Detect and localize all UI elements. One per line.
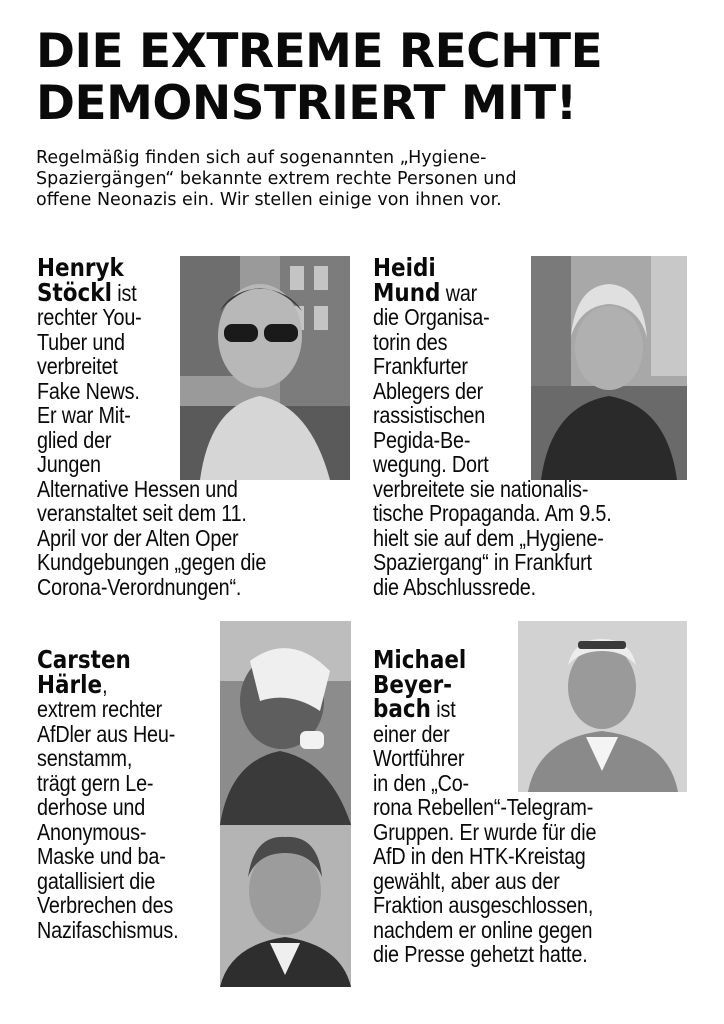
text-line xyxy=(37,575,266,600)
text-line xyxy=(37,722,178,747)
description-text: Spaziergang“ in Frankfurt xyxy=(373,549,592,575)
text-line xyxy=(37,428,266,453)
description-text: rona Rebellen“-Telegram- xyxy=(373,794,594,820)
description-text: hielt sie auf dem „Hygiene- xyxy=(373,524,604,551)
description-text: verbreitet xyxy=(37,353,118,379)
text-line xyxy=(37,697,178,722)
text-line xyxy=(373,820,596,845)
text-line xyxy=(373,354,612,379)
person-carsten-haerle xyxy=(37,645,179,943)
text-line xyxy=(37,354,266,379)
text-line xyxy=(37,893,178,918)
description-text: Verbrechen des xyxy=(37,892,174,918)
description-text: nachdem er online gegen xyxy=(373,916,593,943)
text-line xyxy=(373,526,612,551)
description-text: Kundgebungen „gegen die xyxy=(37,549,267,575)
description-text: veranstaltet seit dem 11. xyxy=(37,500,247,526)
description-text: ist xyxy=(430,696,456,722)
text-line xyxy=(373,918,596,943)
description-text: April vor der Alten Oper xyxy=(37,524,239,551)
description-text: AfDler aus Heu- xyxy=(37,720,176,747)
description-text: Corona-Verordnungen“. xyxy=(37,573,242,600)
text-line xyxy=(37,795,178,820)
person-name: Härle xyxy=(37,669,103,699)
person-name: Heidi xyxy=(373,253,436,282)
text-line xyxy=(37,771,178,796)
person-henryk-stoeckl xyxy=(37,253,267,600)
description-text: wegung. Dort xyxy=(373,451,489,477)
text-line xyxy=(37,526,266,551)
description-text: Er war Mit- xyxy=(37,402,131,428)
description-text: trägt gern Le- xyxy=(37,769,154,796)
text-line xyxy=(373,428,612,453)
description-text: glied der xyxy=(37,426,112,453)
description-text: Jungen xyxy=(37,451,101,477)
text-line xyxy=(373,305,612,330)
text-line xyxy=(373,330,612,355)
text-line xyxy=(37,477,266,502)
text-line xyxy=(373,379,612,404)
description-text: gatallisiert die xyxy=(37,867,156,894)
text-line xyxy=(373,942,596,967)
text-line xyxy=(37,277,266,307)
text-line xyxy=(37,869,178,894)
headline: DIE EXTREME RECHTE DEMONSTRIERT MIT! xyxy=(36,24,603,131)
text-line xyxy=(373,746,596,771)
description-text: torin des xyxy=(373,328,448,355)
description-text: Maske und ba- xyxy=(37,843,166,869)
description-text: Fraktion ausgeschlossen, xyxy=(373,892,594,918)
text-line xyxy=(373,403,612,428)
text-line xyxy=(37,452,266,477)
text-line xyxy=(373,575,612,600)
text-line xyxy=(373,771,596,796)
person-name: Stöckl xyxy=(37,277,112,307)
text-line xyxy=(37,820,178,845)
description-text: Gruppen. Er wurde für die xyxy=(373,818,597,845)
description-text: die Organisa- xyxy=(373,304,490,330)
description-text: Nazifaschismus. xyxy=(37,916,179,943)
text-line xyxy=(37,669,178,699)
text-line xyxy=(37,501,266,526)
description-text: Fake News. xyxy=(37,377,140,404)
description-text: in den „Co- xyxy=(373,769,469,796)
description-text: tische Propaganda. Am 9.5. xyxy=(373,500,612,526)
person-name: bach xyxy=(373,694,431,723)
text-line xyxy=(373,477,612,502)
description-text: derhose und xyxy=(37,794,146,820)
description-text: ist xyxy=(111,279,137,306)
text-line xyxy=(373,550,612,575)
text-line xyxy=(373,722,596,747)
person-name: Carsten xyxy=(37,645,131,674)
description-text: extrem rechter xyxy=(37,696,163,722)
text-line xyxy=(37,330,266,355)
text-line xyxy=(373,795,596,820)
description-text: einer der xyxy=(373,720,450,747)
description-text: Pegida-Be- xyxy=(373,426,471,453)
description-text: Frankfurter xyxy=(373,353,468,379)
description-text: verbreitete sie nationalis- xyxy=(373,475,589,502)
description-text: rassistischen xyxy=(373,402,486,428)
text-line xyxy=(37,844,178,869)
person-name: Beyer- xyxy=(373,669,453,699)
text-line xyxy=(373,694,596,723)
description-text: war xyxy=(440,279,478,306)
text-line xyxy=(373,452,612,477)
description-text: die Presse gehetzt hatte. xyxy=(373,941,588,967)
photo-carsten-haerle-2 xyxy=(220,825,351,987)
description-text: Wortführer xyxy=(373,745,465,771)
text-line xyxy=(373,893,596,918)
description-text: rechter You- xyxy=(37,304,142,330)
photo-carsten-haerle-1 xyxy=(220,621,351,825)
text-line xyxy=(373,869,596,894)
description-text: Tuber und xyxy=(37,328,125,355)
description-text: Alternative Hessen und xyxy=(37,475,238,502)
person-name: Mund xyxy=(373,277,441,307)
text-line xyxy=(37,918,178,943)
description-text: Ablegers der xyxy=(373,377,484,404)
text-line xyxy=(373,844,596,869)
text-line xyxy=(373,277,612,307)
text-line xyxy=(37,550,266,575)
text-line xyxy=(373,501,612,526)
text-line xyxy=(37,379,266,404)
text-line xyxy=(37,305,266,330)
person-name: Henryk xyxy=(37,253,124,282)
description-text: , xyxy=(102,671,108,698)
person-michael-beyerbach xyxy=(373,645,597,967)
text-line xyxy=(37,746,178,771)
description-text: senstamm, xyxy=(37,745,133,771)
person-name: Michael xyxy=(373,645,467,674)
description-text: AfD in den HTK-Kreistag xyxy=(373,843,586,869)
description-text: gewählt, aber aus der xyxy=(373,867,560,894)
description-text: Anonymous- xyxy=(37,818,147,845)
text-line xyxy=(37,403,266,428)
description-text: die Abschlussrede. xyxy=(373,573,536,600)
intro-text: Regelmäßig finden sich auf sogenannten „Hygiene- Spaziergängen“ bekannte extrem rechte Personen und offene Neonazis ein. Wir stellen einige von ihnen vor. xyxy=(36,148,517,210)
person-heidi-mund xyxy=(373,253,612,600)
